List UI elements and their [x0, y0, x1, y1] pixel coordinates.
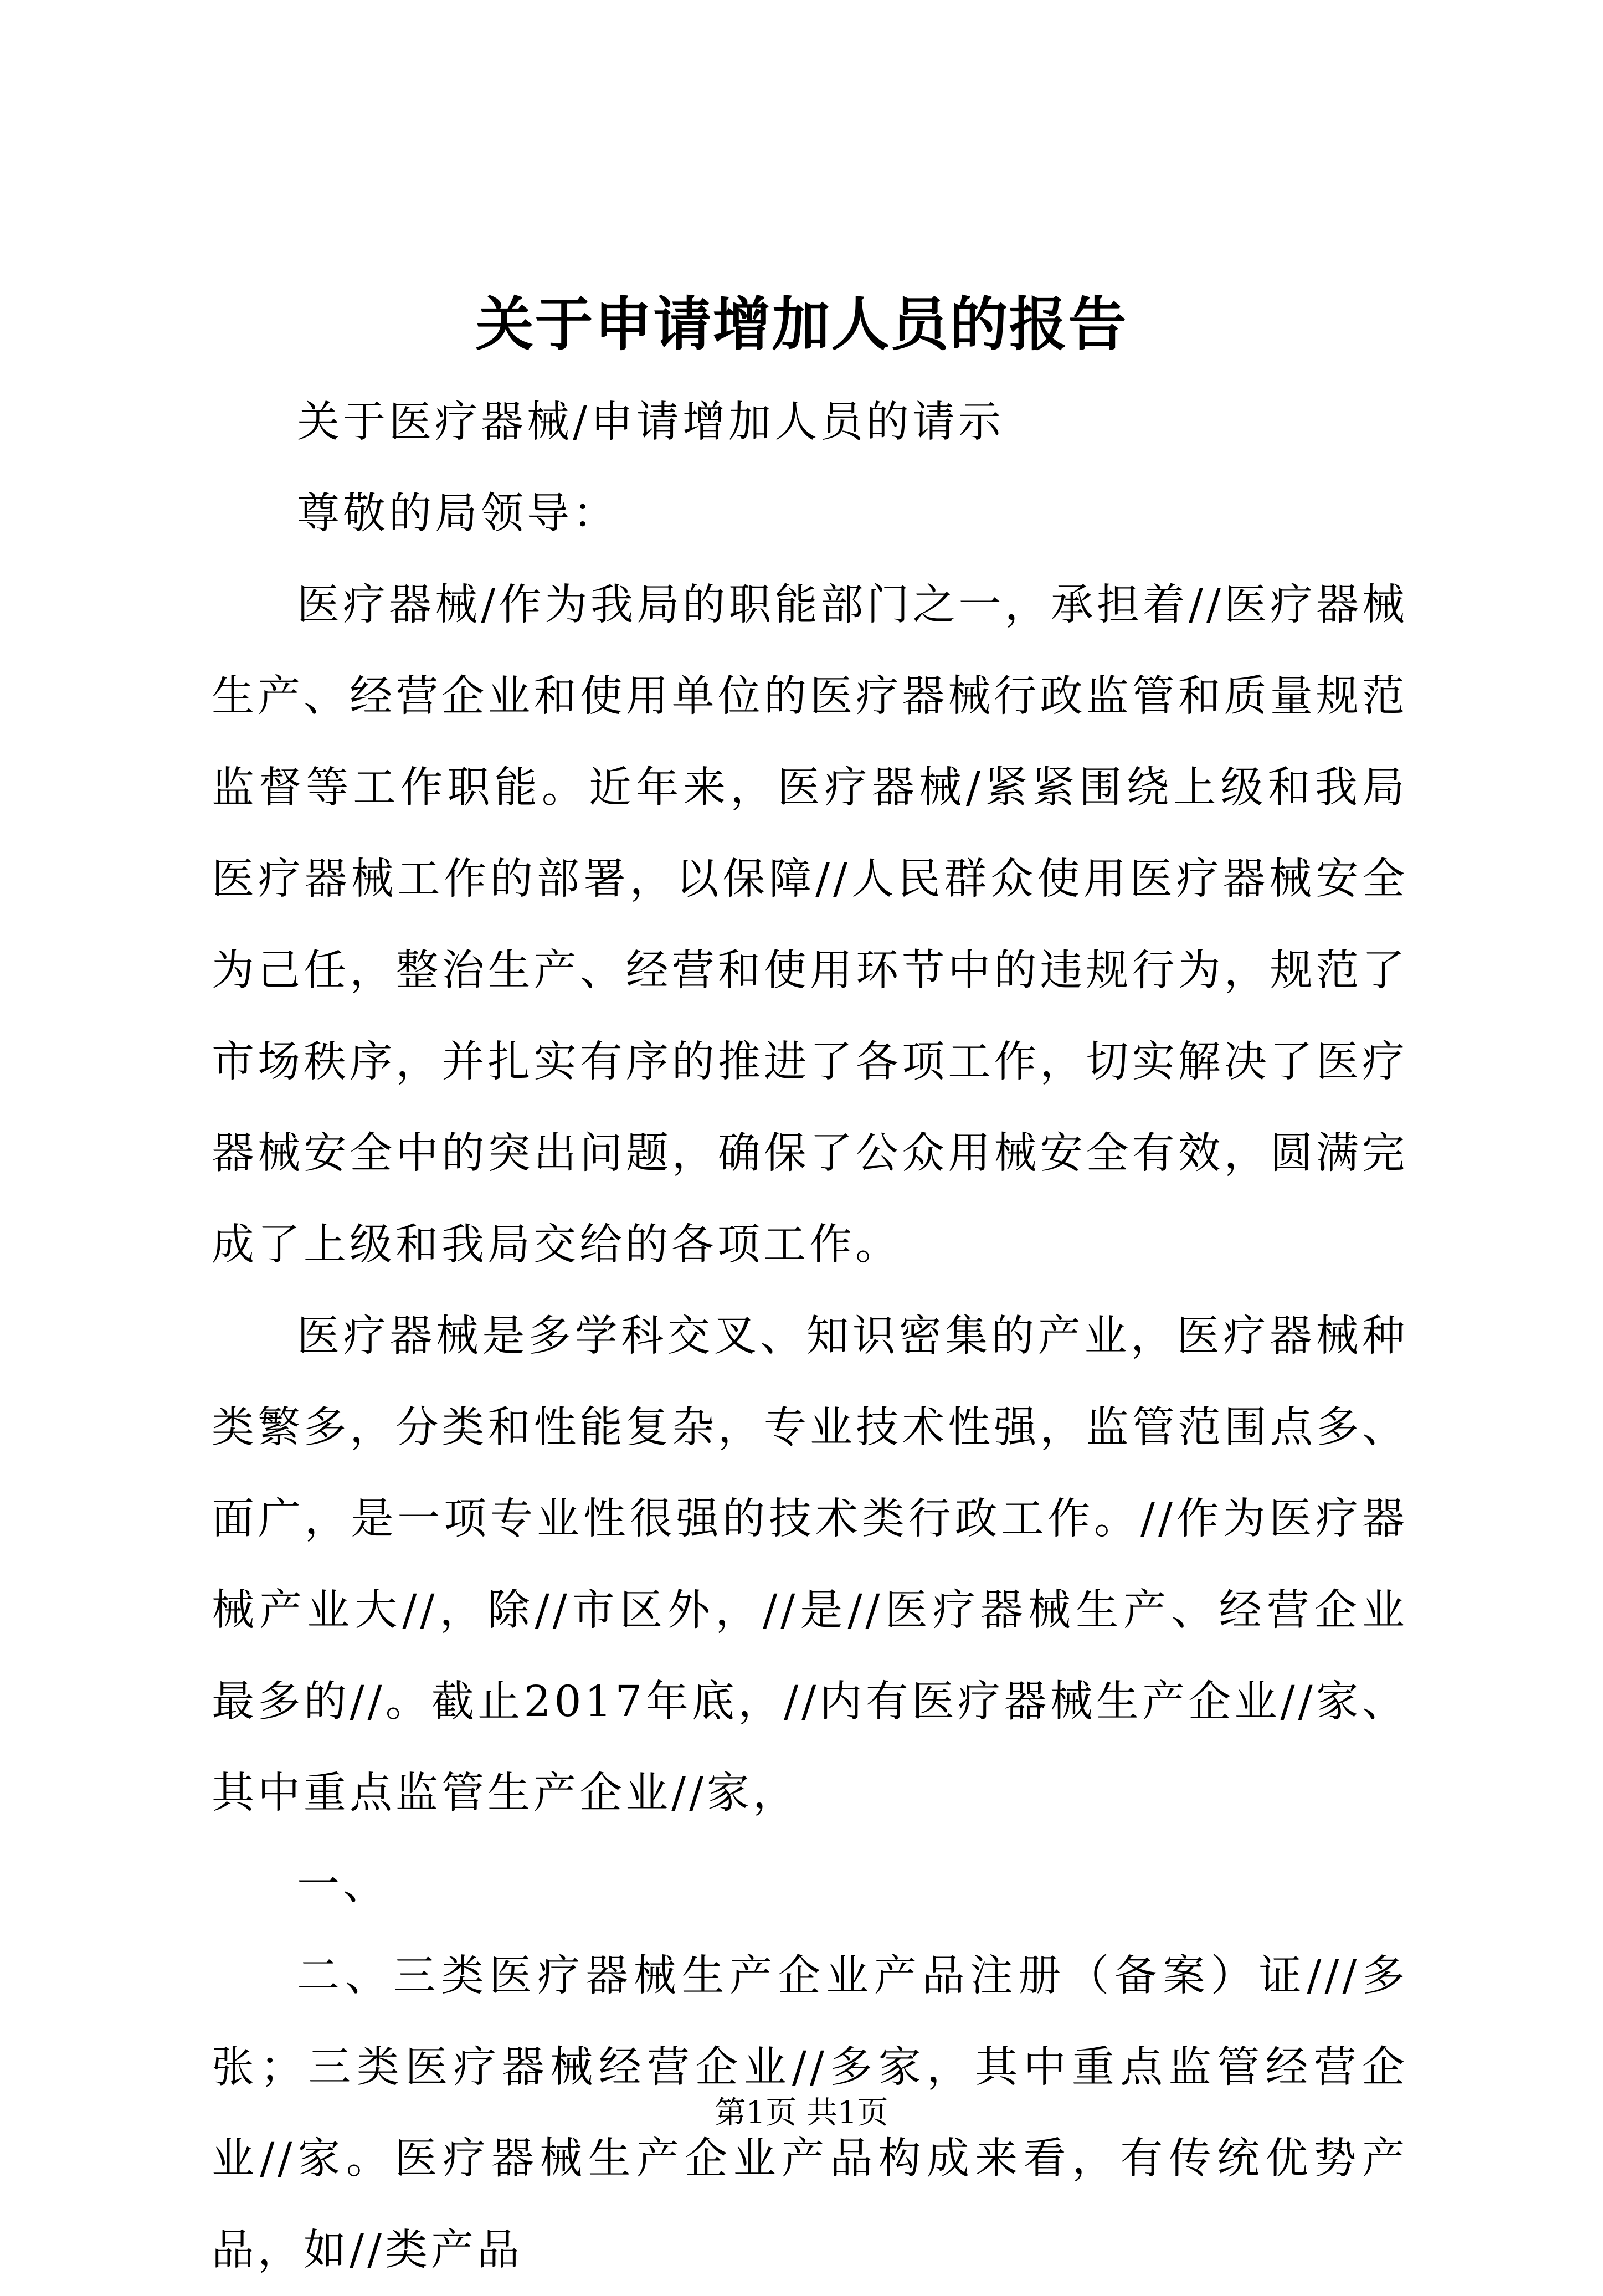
paragraph-salutation: 尊敬的局领导：: [297, 489, 619, 538]
paragraph-item-one: 一、: [297, 1860, 389, 1909]
paragraph-item-two: 二、三类医疗器械生产企业产品注册（备案）证///多张；三类医疗器械经营企业//多家，其中重点监管经营企业//家。医疗器械生产企业产品构成来看，有传统优势产品，如//类产品: [212, 1951, 1408, 2275]
document-title: 关于申请增加人员的报告: [475, 290, 1128, 358]
paragraph-industry-overview: 医疗器械是多学科交叉、知识密集的产业，医疗器械种类繁多，分类和性能复杂，专业技术性强，监管范围点多、面广，是一项专业性很强的技术类行政工作。//作为医疗器械产业大//，除//市区外，//是//医疗器械生产、经营企业最多的//。截止2017年底，//内有医疗器械生产企业//家、其中重点监管生产企业//家，: [212, 1312, 1408, 1818]
paragraph-department-duties: 医疗器械/作为我局的职能部门之一，承担着//医疗器械生产、经营企业和使用单位的医疗器械行政监管和质量规范监督等工作职能。近年来，医疗器械/紧紧围绕上级和我局医疗器械工作的部署，以保障//人民群众使用医疗器械安全为己任，整治生产、经营和使用环节中的违规行为，规范了市场秩序，并扎实有序的推进了各项工作，切实解决了医疗器械安全中的突出问题，确保了公众用械安全有效，圆满完成了上级和我局交给的各项工作。: [212, 581, 1408, 1270]
page-number-footer: 第1页 共1页: [715, 2095, 888, 2131]
paragraph-subject: 关于医疗器械/申请增加人员的请示: [297, 398, 1004, 447]
document-body: [212, 377, 1408, 2296]
